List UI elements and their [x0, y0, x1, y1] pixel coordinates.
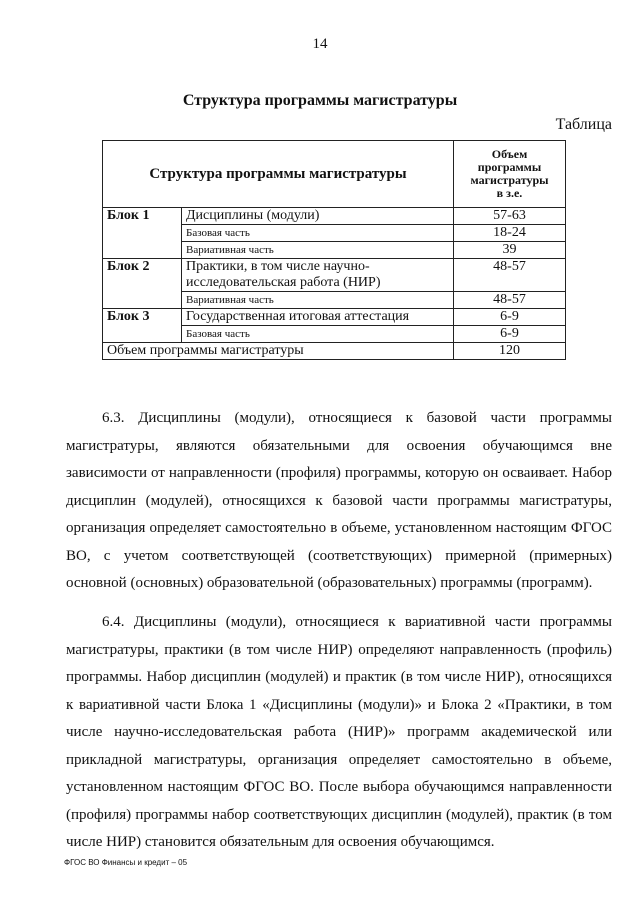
table-row [103, 259, 566, 292]
row-name: Государственная итоговая аттестация [182, 309, 454, 326]
section-title: Структура программы магистратуры [182, 92, 458, 109]
page-number: 14 [312, 36, 328, 52]
paragraph-6-3: 6.3. Дисциплины (модули), относящиеся к базовой части программы магистратуры, являются обязательными для освоения обучающимся вне зависимости от направленности (профиля) программы, которую он осваивает. Набор дисциплин (модулей), относящихся к базовой части программы магистратуры, организация определяет самостоятельно в объеме, установленном настоящим ФГОС ВО, с учетом соответствующей (соответствующих) примерной (примерных) основной (основных) образовательной (образовательных) программы (программ). [66, 410, 612, 591]
row-value: 48-57 [454, 292, 566, 309]
block-label: Блок 3 [103, 309, 182, 343]
row-value: 57-63 [454, 208, 566, 225]
row-name: Базовая часть [182, 225, 454, 242]
row-name: Базовая часть [182, 326, 454, 343]
row-name: Дисциплины (модули) [182, 208, 454, 225]
table-row [103, 309, 566, 326]
row-name: Вариативная часть [182, 292, 454, 309]
header-volume-line: Объем [491, 147, 528, 161]
block-label: Блок 2 [103, 259, 182, 309]
row-value: 6-9 [454, 309, 566, 326]
header-volume-line: программы [477, 160, 542, 174]
row-value: 39 [454, 242, 566, 259]
table-caption: Таблица [555, 116, 612, 133]
table-total-row [103, 343, 566, 360]
row-value: 6-9 [454, 326, 566, 343]
total-value: 120 [454, 343, 566, 360]
row-value: 18-24 [454, 225, 566, 242]
header-structure: Структура программы магистратуры [103, 141, 454, 208]
block-label: Блок 1 [103, 208, 182, 259]
table-row [103, 208, 566, 225]
total-label: Объем программы магистратуры [103, 343, 454, 360]
paragraph-6-4: 6.4. Дисциплины (модули), относящиеся к вариативной части программы магистратуры, практики (в том числе НИР) определяют направленность (профиль) программы. Набор дисциплин (модулей) и практик (в том числе НИР), относящихся к вариативной части Блока 1 «Дисциплины (модули)» и Блока 2 «Практики, в том числе научно-исследовательская работа (НИР)» программ академической или прикладной магистратуры, организация определяет самостоятельно в объеме, установленном настоящим ФГОС ВО. После выбора обучающимся направленности (профиля) программы набор соответствующих дисциплин (модулей), практик (в том числе НИР) становится обязательным для освоения обучающимся. [66, 614, 612, 850]
row-name: Вариативная часть [182, 242, 454, 259]
row-name: Практики, в том числе научно-исследовательская работа (НИР) [182, 259, 454, 292]
row-value: 48-57 [454, 259, 566, 292]
footer-note: ФГОС ВО Финансы и кредит – 05 [64, 858, 188, 867]
program-structure-table [102, 140, 566, 360]
table-header-row [103, 141, 566, 208]
header-volume-line: в з.е. [496, 186, 523, 200]
header-volume-line: магистратуры [470, 173, 549, 187]
header-volume [454, 141, 566, 208]
